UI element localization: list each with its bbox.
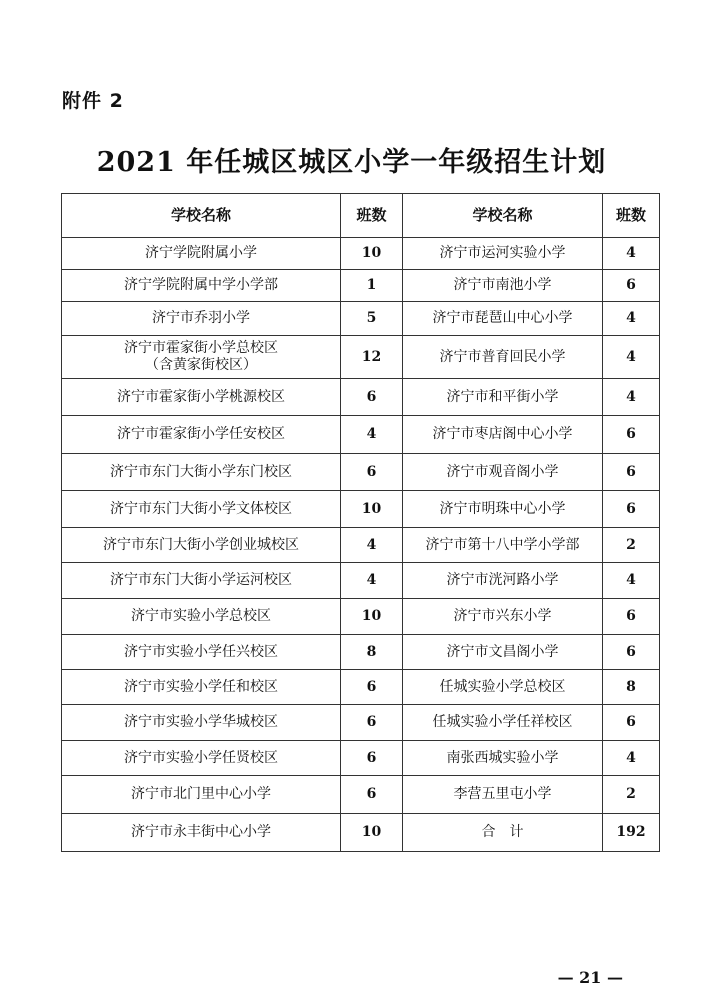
- table-row: [62, 379, 660, 416]
- table-row: [62, 302, 660, 336]
- right-school-name: 济宁市观音阁小学: [403, 454, 603, 491]
- right-class-count: 4: [603, 741, 660, 776]
- left-school-name: 济宁市东门大街小学文体校区: [62, 491, 341, 528]
- page-number: — 21 —: [557, 968, 623, 987]
- enrollment-table: [61, 193, 660, 852]
- left-school-name: 济宁市霍家街小学桃源校区: [62, 379, 341, 416]
- table-row: [62, 814, 660, 852]
- right-school-name: 济宁市普育回民小学: [403, 336, 603, 379]
- table-row: [62, 741, 660, 776]
- left-school-name: 济宁市霍家街小学任安校区: [62, 416, 341, 454]
- table-row: [62, 599, 660, 635]
- right-class-count: 4: [603, 379, 660, 416]
- left-school-name-multiline: [62, 336, 341, 379]
- right-class-count: 6: [603, 270, 660, 302]
- table-row: [62, 491, 660, 528]
- left-school-name: 济宁市实验小学华城校区: [62, 705, 341, 741]
- left-school-name: 济宁学院附属小学: [62, 238, 341, 270]
- left-class-count: 12: [341, 336, 403, 379]
- page-title: 2021 年任城区城区小学一年级招生计划: [96, 147, 607, 178]
- table-row: [62, 528, 660, 563]
- right-class-count: 4: [603, 563, 660, 599]
- left-school-name: 济宁市东门大街小学运河校区: [62, 563, 341, 599]
- header-class-count-right: 班数: [603, 194, 660, 238]
- left-class-count: 4: [341, 563, 403, 599]
- total-class-count: 192: [603, 814, 660, 852]
- header-school-name-right: 学校名称: [403, 194, 603, 238]
- left-school-name: 济宁市东门大街小学东门校区: [62, 454, 341, 491]
- right-school-name: 济宁市南池小学: [403, 270, 603, 302]
- left-class-count: 6: [341, 454, 403, 491]
- left-school-name: 济宁市实验小学任兴校区: [62, 635, 341, 670]
- left-school-name: 济宁市实验小学任和校区: [62, 670, 341, 705]
- right-school-name: 济宁市和平街小学: [403, 379, 603, 416]
- right-class-count: 6: [603, 491, 660, 528]
- table-row: [62, 270, 660, 302]
- right-school-name: 任城实验小学任祥校区: [403, 705, 603, 741]
- table-row: [62, 563, 660, 599]
- right-school-name: 济宁市文昌阁小学: [403, 635, 603, 670]
- left-school-name: 济宁市北门里中心小学: [62, 776, 341, 814]
- right-school-name: 南张西城实验小学: [403, 741, 603, 776]
- left-class-count: 10: [341, 238, 403, 270]
- left-class-count: 6: [341, 741, 403, 776]
- left-school-name: 济宁市实验小学任贤校区: [62, 741, 341, 776]
- table-row: [62, 705, 660, 741]
- right-school-name: 济宁市第十八中学小学部: [403, 528, 603, 563]
- right-class-count: 2: [603, 528, 660, 563]
- left-class-count: 6: [341, 379, 403, 416]
- left-class-count: 8: [341, 635, 403, 670]
- table-row: [62, 776, 660, 814]
- left-class-count: 6: [341, 670, 403, 705]
- left-school-name: 济宁市实验小学总校区: [62, 599, 341, 635]
- table-row: [62, 336, 660, 379]
- table-row: [62, 454, 660, 491]
- right-class-count: 4: [603, 302, 660, 336]
- left-school-name: 济宁市东门大街小学创业城校区: [62, 528, 341, 563]
- right-class-count: 6: [603, 635, 660, 670]
- total-label: 合 计: [403, 814, 603, 852]
- right-school-name: 济宁市明珠中心小学: [403, 491, 603, 528]
- left-class-count: 6: [341, 705, 403, 741]
- left-class-count: 1: [341, 270, 403, 302]
- table-header-row: [62, 194, 660, 238]
- left-class-count: 5: [341, 302, 403, 336]
- header-class-count-left: 班数: [341, 194, 403, 238]
- left-class-count: 10: [341, 599, 403, 635]
- right-school-name: 任城实验小学总校区: [403, 670, 603, 705]
- attachment-label: 附件 2: [62, 90, 124, 112]
- table-row: [62, 416, 660, 454]
- right-class-count: 6: [603, 454, 660, 491]
- right-school-name: 济宁市琵琶山中心小学: [403, 302, 603, 336]
- right-class-count: 4: [603, 336, 660, 379]
- right-school-name: 济宁市枣店阁中心小学: [403, 416, 603, 454]
- left-class-count: 10: [341, 491, 403, 528]
- left-class-count: 6: [341, 776, 403, 814]
- left-school-name: 济宁市乔羽小学: [62, 302, 341, 336]
- right-class-count: 6: [603, 705, 660, 741]
- right-class-count: 6: [603, 599, 660, 635]
- right-school-name: 济宁市兴东小学: [403, 599, 603, 635]
- right-class-count: 2: [603, 776, 660, 814]
- left-school-name: 济宁市永丰街中心小学: [62, 814, 341, 852]
- right-class-count: 4: [603, 238, 660, 270]
- left-school-name-note: （含黄家街校区）: [145, 357, 257, 373]
- right-school-name: 济宁市运河实验小学: [403, 238, 603, 270]
- left-class-count: 10: [341, 814, 403, 852]
- right-class-count: 6: [603, 416, 660, 454]
- table-row: [62, 670, 660, 705]
- left-school-name: 济宁学院附属中学小学部: [62, 270, 341, 302]
- table-row: [62, 238, 660, 270]
- right-school-name: 李营五里屯小学: [403, 776, 603, 814]
- left-class-count: 4: [341, 528, 403, 563]
- header-school-name-left: 学校名称: [62, 194, 341, 238]
- right-class-count: 8: [603, 670, 660, 705]
- right-school-name: 济宁市洸河路小学: [403, 563, 603, 599]
- left-school-name: 济宁市霍家街小学总校区: [124, 340, 278, 356]
- table-row: [62, 635, 660, 670]
- left-class-count: 4: [341, 416, 403, 454]
